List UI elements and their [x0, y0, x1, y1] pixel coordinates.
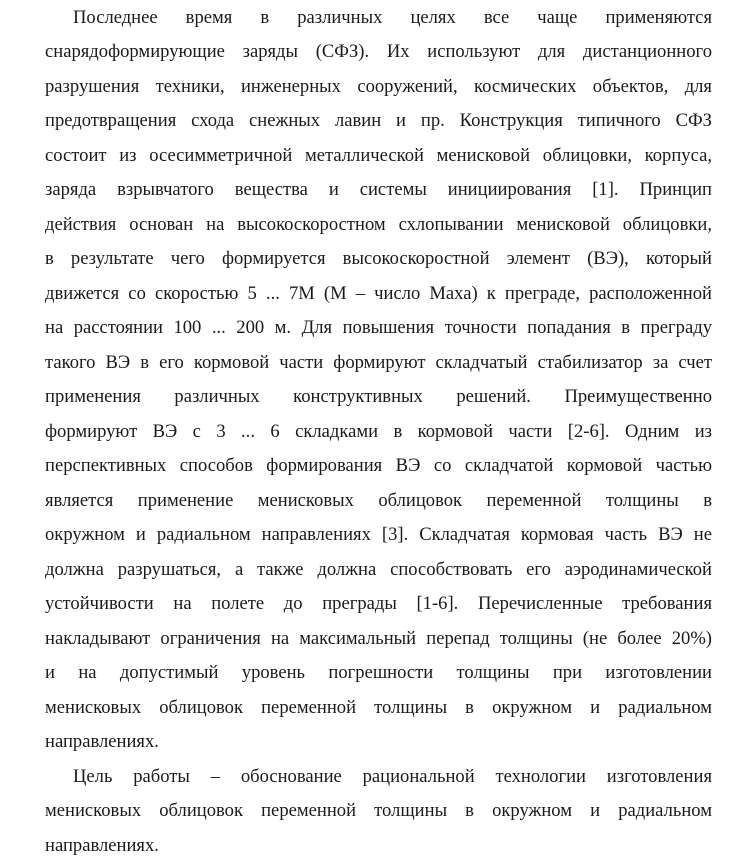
text-line: должна разрушаться, а также должна способствовать его аэродинамической [45, 559, 712, 580]
text-line: менисковых облицовок переменной толщины в окружном и радиальном [45, 697, 712, 718]
text-line: такого ВЭ в его кормовой части формируют складчатый стабилизатор за счет [45, 352, 712, 373]
text-line: окружном и радиальном направлениях [3]. Складчатая кормовая часть ВЭ не [45, 524, 712, 545]
text-line: и на допустимый уровень погрешности толщины при изготовлении [45, 662, 712, 683]
text-line: накладывают ограничения на максимальный перепад толщины (не более 20%) [45, 628, 712, 649]
text-line: состоит из осесимметричной металлической менисковой облицовки, корпуса, [45, 145, 712, 166]
text-line: на расстоянии 100 ... 200 м. Для повышения точности попадания в преграду [45, 317, 712, 338]
text-line: применения различных конструктивных решений. Преимущественно [45, 386, 712, 407]
text-line: направлениях. [45, 835, 159, 856]
text-line: заряда взрывчатого вещества и системы инициирования [1]. Принцип [45, 179, 712, 200]
text-line: снарядоформирующие заряды (СФЗ). Их используют для дистанционного [45, 41, 712, 62]
text-line: Последнее время в различных целях все чаще применяются [73, 7, 712, 28]
text-line: разрушения техники, инженерных сооружений, космических объектов, для [45, 76, 712, 97]
text-line: устойчивости на полете до преграды [1-6]. Перечисленные требования [45, 593, 712, 614]
text-line: формируют ВЭ с 3 ... 6 складками в кормовой части [2-6]. Одним из [45, 421, 712, 442]
text-line: перспективных способов формирования ВЭ со складчатой кормовой частью [45, 455, 712, 476]
text-line: является применение менисковых облицовок переменной толщины в [45, 490, 712, 511]
text-line: направлениях. [45, 731, 159, 752]
text-line: действия основан на высокоскоростном схлопывании менисковой облицовки, [45, 214, 712, 235]
text-line: движется со скоростью 5 ... 7М (М – число Маха) к преграде, расположенной [45, 283, 712, 304]
text-line: в результате чего формируется высокоскоростной элемент (ВЭ), который [45, 248, 712, 269]
text-line: предотвращения схода снежных лавин и пр. Конструкция типичного СФЗ [45, 110, 712, 131]
text-line: менисковых облицовок переменной толщины в окружном и радиальном [45, 800, 712, 821]
text-line: Цель работы – обоснование рациональной технологии изготовления [73, 766, 712, 787]
